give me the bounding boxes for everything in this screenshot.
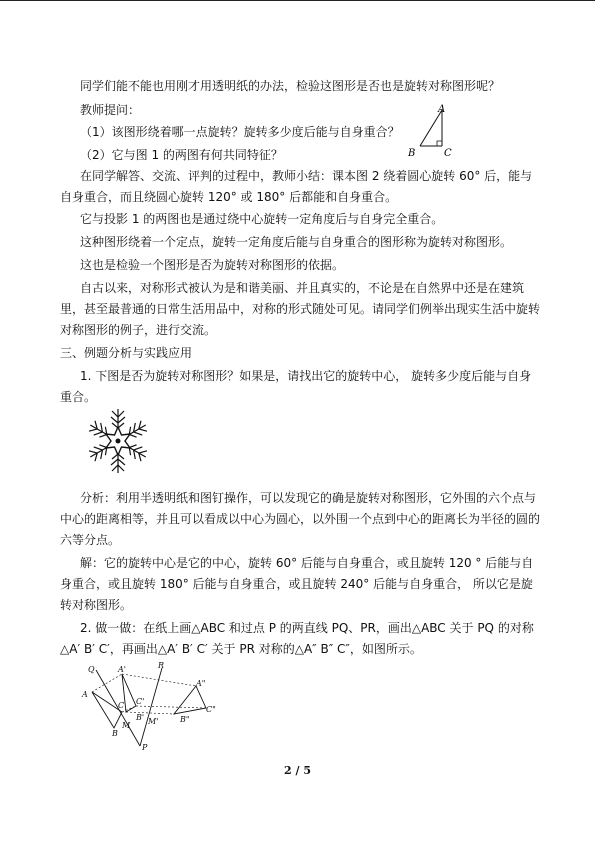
example-1-question: 1. 下图是否为旋转对称图形？如果是，请找出它的旋转中心， 旋转多少度后能与自身重合。	[60, 369, 532, 404]
label-c: C	[118, 701, 125, 710]
label-b-prime: B'	[136, 713, 145, 722]
label-q: Q	[88, 665, 95, 674]
construction-lines	[92, 674, 206, 714]
label-b: B	[112, 729, 118, 738]
triangle-label-c: C	[444, 148, 452, 159]
label-r: R	[158, 661, 165, 670]
question-2: （2）它与图 1 的两图有何共同特征？	[80, 148, 283, 162]
header-rule	[0, 0, 595, 1]
label-b-double-prime: B"	[180, 715, 190, 724]
paragraph-1: 同学们能不能也用刚才用透明纸的办法，检验这图形是否也是旋转对称图形呢？	[80, 79, 501, 93]
label-a-double-prime: A"	[196, 679, 206, 688]
reflection-lines	[92, 668, 206, 746]
solution-paragraph: 解：它的旋转中心是它的中心，旋转 60° 后能与自身重合，或且旋转 120 ° 后能与自身重合，或且旋转 180° 后能与自身重合，或且旋转 240° 后能与自身重合， 所以它是旋转对称图形。	[60, 556, 534, 612]
triangle-label-a: A	[438, 104, 446, 115]
triangle-label-b: B	[408, 148, 416, 159]
label-a: A	[82, 690, 88, 699]
example-2-question: 2. 做一做：在纸上画△ABC 和过点 P 的两直线 PQ、PR，画出△ABC 关于 PQ 的对称△A′ B′ C′，再画出△A′ B′ C′ 关于 PR 对称的△A″ B″ C″，如图所示。	[60, 621, 534, 656]
section-heading: 三、例题分析与实践应用	[60, 346, 193, 360]
label-m-prime: M'	[148, 717, 159, 726]
label-m: M	[122, 721, 131, 730]
label-p: P	[142, 743, 148, 752]
question-1: （1）该图形绕着哪一点旋转？旋转多少度后能与自身重合？	[80, 125, 400, 139]
triangle-abc	[92, 692, 125, 728]
paragraph-projection: 它与投影 1 的两图也是通过绕中心旋转一定角度后与自身完全重合。	[80, 212, 444, 226]
snowflake-figure	[82, 405, 154, 477]
label-c-double-prime: C"	[206, 705, 216, 714]
paragraph-criterion: 这也是检验一个图形是否为旋转对称图形的依据。	[80, 258, 345, 272]
page-number: 2 / 5	[284, 764, 311, 777]
snowflake-center	[116, 439, 121, 444]
paragraph-2: 教师提问：	[80, 103, 141, 117]
paragraph-history: 自古以来，对称形式被认为是和谐美丽、并且真实的，不论是在自然界中还是在建筑里，甚至最普通的日常生活用品中，对称的形式随处可见。请同学们例举出现实生活中旋转对称图形的例子，进行交流。	[60, 281, 541, 337]
right-angle-mark	[437, 141, 442, 146]
paragraph-definition: 这种图形绕着一个定点，旋转一定角度后能与自身重合的图形称为旋转对称图形。	[80, 235, 513, 249]
right-triangle-figure	[400, 100, 460, 162]
reflection-figure	[78, 660, 228, 752]
label-c-prime: C'	[136, 697, 145, 706]
analysis-paragraph: 分析：利用半透明纸和图钉操作，可以发现它的确是旋转对称图形，它外围的六个点与中心的距离相等，并且可以看成以中心为圆心，以外围一个点到中心的距离长为半径的圆的六等分点。	[60, 491, 541, 547]
triangle-a2b2c2	[174, 686, 206, 714]
label-a-prime: A'	[118, 665, 126, 674]
paragraph-summary: 在同学解答、交流、评判的过程中，教师小结：课本图 2 绕着圆心旋转 60° 后，能与自身重合，而且绕圆心旋转 120° 或 180° 后都能和自身重合。	[60, 169, 533, 204]
